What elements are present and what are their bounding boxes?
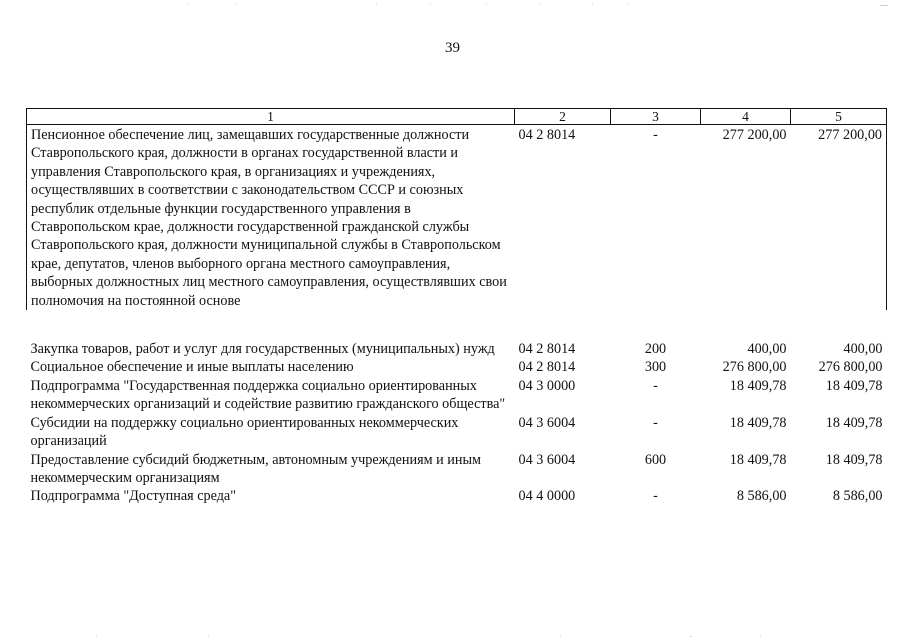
row-sum-2: 8 586,00 xyxy=(832,488,883,505)
row-name: Подпрограмма "Доступная среда" xyxy=(30,488,237,505)
table-header-row xyxy=(27,109,887,125)
table-row xyxy=(27,487,887,505)
row-sum-1: 8 586,00 xyxy=(736,488,787,505)
header-col-2: 2 xyxy=(515,109,611,125)
row-sum-1: 276 800,00 xyxy=(722,359,787,376)
row-sum-1: 18 409,78 xyxy=(729,451,787,468)
row-sum-1: 18 409,78 xyxy=(729,414,787,431)
row-type: - xyxy=(653,127,658,143)
page-number: 39 xyxy=(445,40,460,56)
row-name: Закупка товаров, работ и услуг для государственных (муниципальных) нужд xyxy=(30,341,495,358)
row-spacer xyxy=(27,310,887,340)
row-sum-2: 400,00 xyxy=(843,341,883,358)
row-type: 200 xyxy=(644,341,667,358)
header-col-1: 1 xyxy=(27,109,515,125)
row-name: Пенсионное обеспечение лиц, замещавших государственные должности Ставропольского края, должности в органах государственной власти и управления Ставропольского края, в организациях и учреждениях, осуществлявших в соответствии с законодательством СССР и союзных республик отдельные функции государственного управления в Ставропольском крае, должности государственной гражданской службы Ставропольского края, должности муниципальной службы в Ставропольском крае, депутатов, членов выборного органа местного самоуправления, выборных должностных лиц местного самоуправления, осуществлявших свои полномочия на постоянной основе xyxy=(27,125,515,311)
row-code: 04 2 8014 xyxy=(518,341,576,358)
row-type: - xyxy=(653,488,658,505)
row-sum-1: 400,00 xyxy=(747,341,787,358)
row-sum-2: 18 409,78 xyxy=(825,451,883,468)
row-sum-2: 18 409,78 xyxy=(825,377,883,394)
row-name: Подпрограмма "Государственная поддержка социально ориентированных некоммерческих организаций и содействие развитию гражданского общества" xyxy=(30,377,506,413)
table-row xyxy=(27,358,887,376)
table-row xyxy=(27,340,887,358)
row-type: 600 xyxy=(644,451,667,468)
row-sum-1: 277 200,00 xyxy=(722,127,787,143)
row-code: 04 3 6004 xyxy=(518,414,576,431)
table-row xyxy=(27,414,887,451)
row-name: Предоставление субсидий бюджетным, автономным учреждениям и иным некоммерческим организациям xyxy=(30,451,481,486)
row-code: 04 3 6004 xyxy=(518,451,576,468)
budget-table xyxy=(26,108,887,506)
table-row xyxy=(27,451,887,488)
row-sum-1: 18 409,78 xyxy=(729,377,787,394)
row-code: 04 2 8014 xyxy=(518,359,576,376)
header-col-3: 3 xyxy=(611,109,701,125)
row-sum-2: 277 200,00 xyxy=(791,125,887,311)
row-code: 04 4 0000 xyxy=(518,488,576,505)
row-type: - xyxy=(653,377,658,394)
row-name: Социальное обеспечение и иные выплаты населению xyxy=(30,359,354,376)
row-sum-2: 276 800,00 xyxy=(818,359,883,376)
header-col-5: 5 xyxy=(791,109,887,125)
row-type: 300 xyxy=(644,359,667,376)
row-sum-2: 18 409,78 xyxy=(825,414,883,431)
table-row xyxy=(27,377,887,414)
row-type: - xyxy=(653,414,658,431)
row-code: 04 3 0000 xyxy=(518,377,576,394)
header-col-4: 4 xyxy=(701,109,791,125)
table-row xyxy=(27,125,887,311)
row-code: 04 2 8014 xyxy=(518,127,576,143)
row-name: Субсидии на поддержку социально ориентированных некоммерческих организаций xyxy=(30,414,459,450)
